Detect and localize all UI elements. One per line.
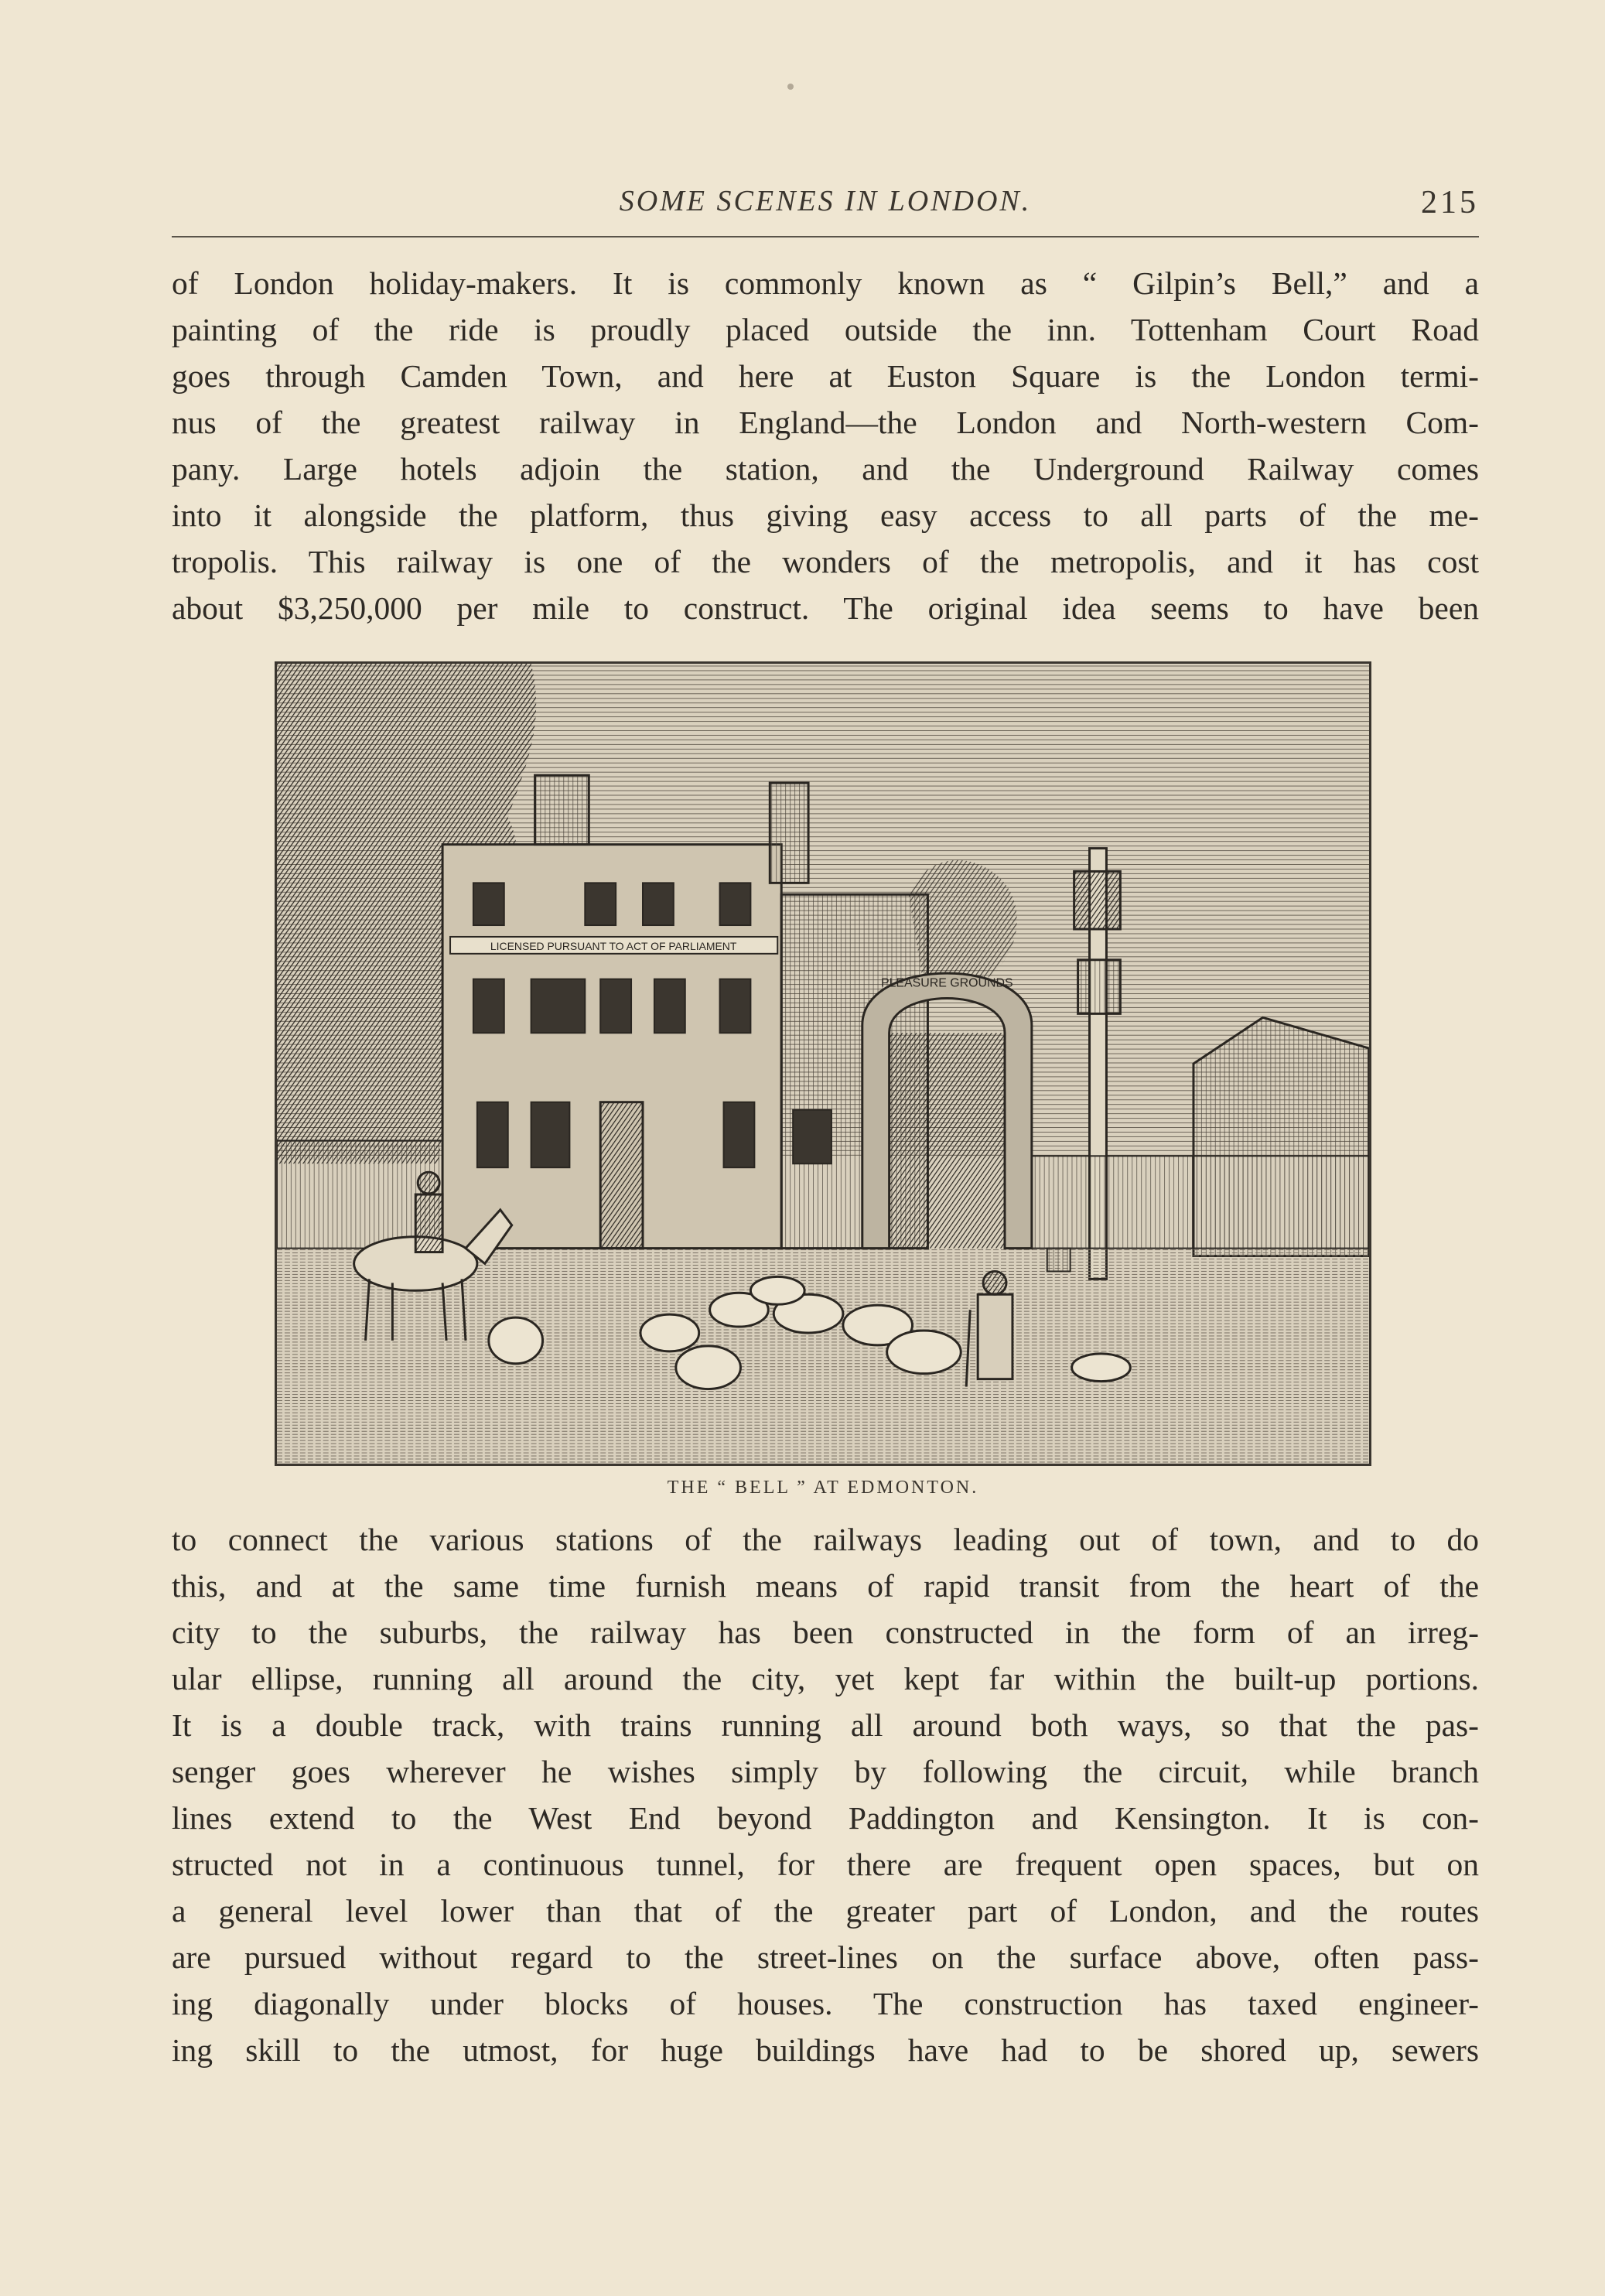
rider-head bbox=[418, 1172, 439, 1194]
running-title: SOME SCENES IN LONDON. bbox=[619, 185, 1032, 217]
paper-speck bbox=[787, 84, 794, 90]
text-line: are pursued without regard to the street-lines on the surface above, often pass- bbox=[172, 1939, 1479, 1975]
figure-caption: THE “ BELL ” AT EDMONTON. bbox=[667, 1478, 979, 1498]
engraving-svg bbox=[277, 664, 1369, 1464]
paragraph-1 bbox=[172, 260, 1479, 631]
window bbox=[477, 1102, 508, 1168]
chimney-right bbox=[770, 783, 808, 883]
text-line: pany. Large hotels adjoin the station, and the Underground Railway comes bbox=[172, 451, 1479, 487]
window bbox=[793, 1110, 832, 1164]
window bbox=[720, 883, 751, 925]
window bbox=[531, 979, 586, 1034]
window bbox=[720, 979, 751, 1034]
chimney-left bbox=[535, 775, 589, 844]
text-line: ing diagonally under blocks of houses. The construction has taxed engineer- bbox=[172, 1986, 1479, 2021]
paragraph-2 bbox=[172, 1516, 1479, 2073]
inn-door bbox=[600, 1102, 643, 1249]
licensed-sign-text: LICENSED PURSUANT TO ACT OF PARLIAMENT bbox=[490, 939, 737, 952]
text-line: tropolis. This railway is one of the wonders of the metropolis, and it has cost bbox=[172, 544, 1479, 579]
text-line: It is a double track, with trains running all around both ways, so that the pas- bbox=[172, 1707, 1479, 1743]
text-line: senger goes wherever he wishes simply by following the circuit, while branch bbox=[172, 1754, 1479, 1789]
arch-sign-text: PLEASURE GROUNDS bbox=[880, 976, 1013, 990]
text-line: goes through Camden Town, and here at Euston Square is the London termi- bbox=[172, 358, 1479, 394]
header-rule bbox=[172, 236, 1479, 237]
window bbox=[654, 979, 685, 1034]
dog bbox=[1072, 1354, 1131, 1382]
window bbox=[531, 1102, 570, 1168]
bucket bbox=[1047, 1249, 1071, 1272]
sheep bbox=[887, 1331, 961, 1374]
text-line: about $3,250,000 per mile to construct. The original idea seems to have been bbox=[172, 590, 1479, 626]
text-line: ing skill to the utmost, for huge buildings have had to be shored up, sewers bbox=[172, 2032, 1479, 2068]
text-line: nus of the greatest railway in England—the London and North-western Com- bbox=[172, 405, 1479, 440]
sheep bbox=[640, 1314, 699, 1351]
page-number: 215 bbox=[1421, 185, 1479, 220]
window bbox=[473, 883, 504, 925]
bell-sign bbox=[1074, 871, 1121, 929]
page-header bbox=[172, 184, 1479, 231]
text-line: a general level lower than that of the greater part of London, and the routes bbox=[172, 1893, 1479, 1929]
rider bbox=[415, 1194, 442, 1252]
window bbox=[473, 979, 504, 1034]
text-line: painting of the ride is proudly placed outside the inn. Tottenham Court Road bbox=[172, 312, 1479, 347]
text-line: this, and at the same time furnish means of rapid transit from the heart of the bbox=[172, 1568, 1479, 1604]
window bbox=[585, 883, 616, 925]
engraving-illustration bbox=[275, 661, 1371, 1466]
window bbox=[724, 1102, 755, 1168]
sheep bbox=[676, 1346, 741, 1389]
post-board bbox=[1078, 960, 1121, 1014]
fence-right bbox=[1032, 1156, 1369, 1248]
text-line: structed not in a continuous tunnel, for there are frequent open spaces, but on bbox=[172, 1847, 1479, 1882]
text-line: ular ellipse, running all around the city, yet kept far within the built-up portions. bbox=[172, 1661, 1479, 1696]
text-line: of London holiday-makers. It is commonly known as “ Gilpin’s Bell,” and a bbox=[172, 265, 1479, 301]
sheep bbox=[750, 1276, 804, 1304]
text-line: lines extend to the West End beyond Paddington and Kensington. It is con- bbox=[172, 1800, 1479, 1836]
text-line: into it alongside the platform, thus giving easy access to all parts of the me- bbox=[172, 497, 1479, 533]
window bbox=[643, 883, 674, 925]
text-line: to connect the various stations of the railways leading out of town, and to do bbox=[172, 1522, 1479, 1557]
text-line: city to the suburbs, the railway has been constructed in the form of an irreg- bbox=[172, 1614, 1479, 1650]
window bbox=[600, 979, 631, 1034]
arch-interior bbox=[890, 1033, 1005, 1248]
sheep bbox=[489, 1317, 543, 1364]
